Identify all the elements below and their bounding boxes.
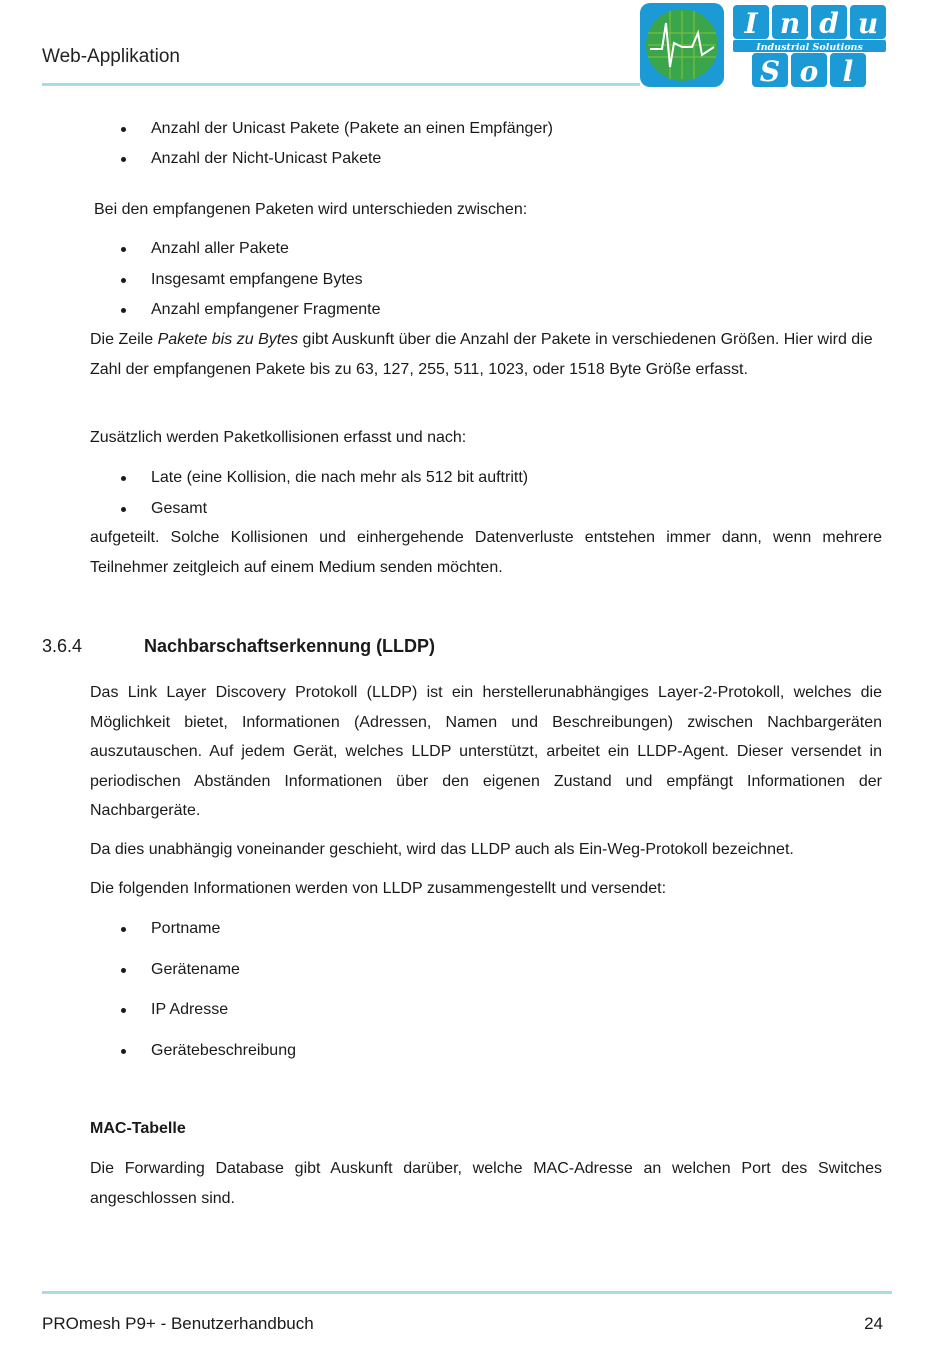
list-item: Portname — [90, 914, 296, 944]
svg-text:l: l — [842, 55, 854, 87]
list-item: Anzahl der Unicast Pakete (Pakete an einen Empfänger) — [90, 114, 553, 144]
svg-text:d: d — [819, 7, 839, 40]
svg-text:u: u — [857, 7, 879, 40]
list-item: Gerätebeschreibung — [90, 1036, 296, 1066]
header-title: Web-Applikation — [42, 46, 181, 67]
list-item: Gerätename — [90, 955, 296, 985]
packet-size-term: Pakete bis zu Bytes — [157, 331, 299, 348]
mac-table-heading: MAC-Tabelle — [90, 1120, 186, 1137]
svg-text:n: n — [779, 7, 801, 40]
footer-title: PROmesh P9+ - Benutzerhandbuch — [42, 1314, 314, 1333]
received-list — [90, 234, 380, 326]
list-item: Late (eine Kollision, die nach mehr als 512 bit auftritt) — [90, 463, 528, 494]
collision-intro: Zusätzlich werden Paketkollisionen erfasst und nach: — [90, 429, 467, 446]
section-title: Nachbarschaftserkennung (LLDP) — [144, 636, 436, 656]
svg-text:Industrial Solutions: Industrial Solutions — [756, 42, 863, 53]
section-number: 3.6.4 — [42, 636, 83, 656]
list-item: IP Adresse — [90, 995, 296, 1025]
packet-size-paragraph: Die Zeile Pakete bis zu Bytes gibt Auskunft über die Anzahl der Pakete in verschiedenen Größen. Hier wird die Zahl der empfangenen Pakete bis zu 63, 127, 255, 511, 1023, oder 1518 Byte Größe erfasst. — [90, 331, 873, 378]
lldp-info-list — [90, 914, 296, 1066]
page-number: 24 — [864, 1314, 883, 1333]
list-item: Gesamt — [90, 494, 528, 525]
footer-rule — [42, 1291, 892, 1294]
list-item: Insgesamt empfangene Bytes — [90, 265, 380, 296]
svg-text:o: o — [799, 55, 819, 87]
lldp-info-intro: Die folgenden Informationen werden von LLDP zusammengestellt und versendet: — [90, 880, 667, 897]
lldp-paragraph: Das Link Layer Discovery Protokoll (LLDP) ist ein herstellerunabhängiges Layer-2-Protokoll, welches die Möglichkeit bietet, Informationen (Adressen, Namen und Beschreibungen) zwischen Nachbargeräten auszutauschen. Auf jedem Gerät, welches LLDP unterstützt, arbeitet ein LLDP-Agent. Dieser versendet in periodischen Abständen Informationen über den eigenen Zustand und empfängt Informationen der Nachbargeräte. — [90, 684, 882, 819]
header-rule — [42, 83, 640, 86]
list-item: Anzahl empfangener Fragmente — [90, 295, 380, 326]
lldp-one-way-text: Da dies unabhängig voneinander geschieht, wird das LLDP auch als Ein-Weg-Protokoll bezeichnet. — [90, 841, 794, 858]
received-intro: Bei den empfangenen Paketen wird unterschieden zwischen: — [94, 201, 528, 218]
list-item: Anzahl aller Pakete — [90, 234, 380, 265]
unicast-list — [90, 114, 553, 174]
svg-text:I: I — [744, 7, 758, 40]
mac-paragraph: Die Forwarding Database gibt Auskunft darüber, welche MAC-Adresse an welchen Port des Switches angeschlossen sind. — [90, 1160, 882, 1207]
collision-list — [90, 463, 528, 524]
indu-sol-logo — [640, 3, 892, 87]
svg-text:S: S — [759, 55, 781, 87]
collision-paragraph: aufgeteilt. Solche Kollisionen und einhergehende Datenverluste entstehen immer dann, wenn mehrere Teilnehmer zeitgleich auf einem Medium senden möchten. — [90, 529, 882, 576]
list-item: Anzahl der Nicht-Unicast Pakete — [90, 144, 553, 174]
